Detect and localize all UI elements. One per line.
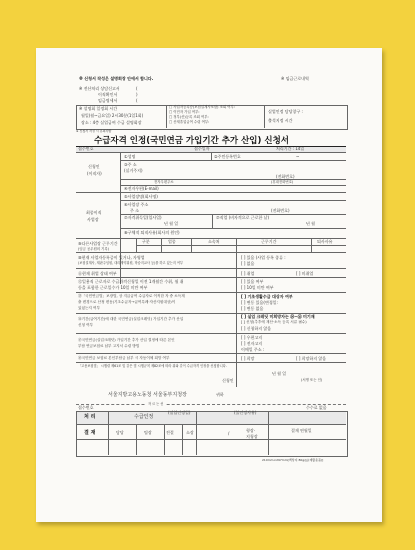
address-field-label: ③주 소 — [124, 162, 137, 167]
applicant-label: 신청인 — [88, 164, 100, 169]
approval-label: 결 재 — [84, 430, 96, 436]
checklist-item-2: 이직확인서 — [98, 92, 118, 97]
question-employment: ⑪현재 취업 상태 여부 — [78, 271, 117, 276]
process-label: 처 리 — [84, 414, 96, 420]
retire-reason-label: ⑧구체적 퇴직사유(회사의 원인) — [124, 230, 180, 235]
email-field-label: ④전자우편(E-mail) — [124, 186, 159, 191]
checklist-item-1: ※ 전산처리 상담신고서 — [79, 86, 120, 91]
rrn-field-label: ②주민등록번호 — [214, 154, 241, 159]
briefing-place: 장소 : 4층 실업급여 수급 설명회장 — [81, 120, 142, 125]
receipt-number-label: 접수번호 — [78, 146, 94, 151]
receipt-date-label: 접수일자 — [194, 146, 210, 151]
company-address-label: ⑥사업장 주소 — [124, 202, 149, 207]
question-credit-period: ⑭기간(급여기간)에 대한 국민연금(실업크레딧) 가입기간 추가 산입 — [78, 317, 184, 321]
wage-note: ※ 임금근로내역 — [281, 76, 309, 81]
employer-label: 최종이직 — [86, 210, 102, 215]
other-workplace-label: ⑨다른사업장 근무기간 — [78, 241, 118, 246]
question-daily-worker: ⑫일용직 근로자로 수급자격신청일 이전 1개월간 수취, 월 취 — [78, 279, 184, 284]
briefing-date: 월일(월~금요일) 2시30분(1일1회) — [81, 113, 144, 118]
application-form-paper: ※ 신청서 작성은 설명회장 안에서 합니다. ※ 임금근로내역 ※ 전산처리 상담신고서 이직확인서 임금명세서 ( ) ( ※ 설명회 일정회 시간 월일(월~금요일) 2시30분(1일1회) 장소 : 4층 실업급여 수급 설명회장 □ 사업자등록증(보험설계사포함) 조회 여부: □ 이민자 가입 여부: □ 정부(산)등록 조회 여부: □ 산재휴업급여 수령 여부: 실업인정 담당창구 : 출석지정 시간 ※ 신청서 작성 시 유의사항 수급자격 인정(국민연금 가입기간 추가 산입) 신청서 접수번호 접수일자 처리기간 : 14일 신청인 (이직자) ①성명 ②주민등록번호 ~ ③주 소 (실거주지) (전화번호) 전자우편주소 (휴대전화번호) ④전자우편(E-mail) 최종이직 사업장 ⑤사업장명(회사명) ⑥사업장 주소 주 소 (전화번호) ⑦자격취득일(입사일) ⑦직업 (비자격으로 근로한 날) 년 월 일 년 월 ⑧구체적 퇴직사유(회사의 원인) ⑨다른사업장 근무기간 (임금 공무원의 기록) 구분 업종 소속처 근무기간 퇴사사유 ⑩현재 사업자등록증이 있거나, 자영업 (보험설계사, 재판주임원, 대리계약위원, 학습지교사 등)를 하고 있는지 여부 [ ] 있음 (사업 등록 종류 : [ ] 없음 ⑪현재 취업 상태 여부 [ ] 취업 [ ] 미취업 ⑫일용직 근로자로 수급자격신청일 이전 1개월간 수취, 월 취 등을 포함한 근로일수가 10일 미만 여부 [ ] 있음 여부 [ ] 10일 미만 여부 ⑬「국민연금법」보장법, 상 지급급여 수급자로 이직한 자 중 소득재 출 변경으로 산정 변동(기초수급자→급여특례·자산지원대상)이 있었는지 여부 [ ] 기초생활수급 대상자 여부 [ ] 변동 있음(변경일: [ ] 변동 없음 ⑭기간(급여기간)에 대한 국민연금(실업크레딧) 가입기간 추가 산입 신청 여부 [ ] 실업 크레딧 미희망자는 ⑭~⑯ 미기재 [ ] 신청(추후에 재산·소득 등록 서류 필수) [ ] 신청하지 않음 ⑮국민연금(실업크레딧) 가입기간 추가 산입 결정에 따른 본인 부담 연금보험료 납부 고지서 수령 방법 [ ] 우편고지 [ ] 전자고지 이메일 주소 : ⑯국민연금 보험료 본인부담금 납부 시 자동이체 희망 여부 [ ] 희망 [ ] 희망하지 않음 「고용보험법」 시행령 제61조 및 같은 법 시행규칙 제82조에 따라 위와 같이 수급자격 인정을 신청합니다. 년 월 일 신청인 (서명 또는 인) 서울지방고용노동청 서울동부지청장 귀하 자 르 는 선 접수번호 수수료 없음 처 리 수급인정 (실업인정일) (불인정사유) 결 재 담당 팀장 전결 소장 형장· 지청장 결재 연월일 / 210mm×297mm[백상지 80g/㎡(재활용품)] — [36, 48, 382, 522]
company-name-label: ⑤사업장명(회사명) — [124, 194, 158, 199]
declaration-text: 「고용보험법」 시행령 제61조 및 같은 법 시행규칙 제82조에 따라 위와 같이 수급자격 인정을 신청합니다. — [78, 364, 227, 368]
recipient-office: 서울지방고용노동청 서울동부지청장 — [108, 392, 187, 398]
signature-field: (서명 또는 인) — [301, 378, 323, 382]
question-notice-method: ⑮국민연금(실업크레딧) 가입기간 추가 산입 결정에 따른 본인 — [78, 338, 175, 342]
paper-spec-footer: 210mm×297mm[백상지 80g/㎡(재활용품)] — [262, 458, 324, 462]
notice-text: ※ 신청서 작성은 설명회장 안에서 합니다. — [79, 76, 154, 81]
signer-label: 신청인 — [222, 378, 234, 383]
briefing-label: ※ 설명회 일정회 시간 — [79, 106, 118, 111]
attendance-label: 출석지정 시간 — [268, 118, 293, 123]
name-field-label: ①성명 — [124, 154, 136, 159]
hire-date-label: ⑦자격취득일(입사일) — [124, 215, 162, 220]
checklist-item-3: 임금명세서 — [98, 98, 118, 103]
application-date: 년 월 일 — [272, 371, 287, 376]
officer-label: 실업인정 담당창구 : — [268, 109, 303, 114]
question-auto-transfer: ⑯국민연금 보험료 본인부담금 납부 시 자동이체 희망 여부 — [78, 356, 170, 360]
form-title: 수급자격 인정(국민연금 가입기간 추가 산입) 신청서 — [94, 136, 289, 146]
question-basic-livelihood: ⑬「국민연금법」보장법, 상 지급급여 수급자로 이직한 자 중 소득재 — [78, 294, 185, 298]
cut-line-label: 자 르 는 선 — [148, 402, 164, 406]
question-business: ⑩현재 사업자등록증이 있거나, 자영업 — [78, 255, 145, 260]
processing-period: 처리기간 : 14일 — [276, 146, 305, 151]
